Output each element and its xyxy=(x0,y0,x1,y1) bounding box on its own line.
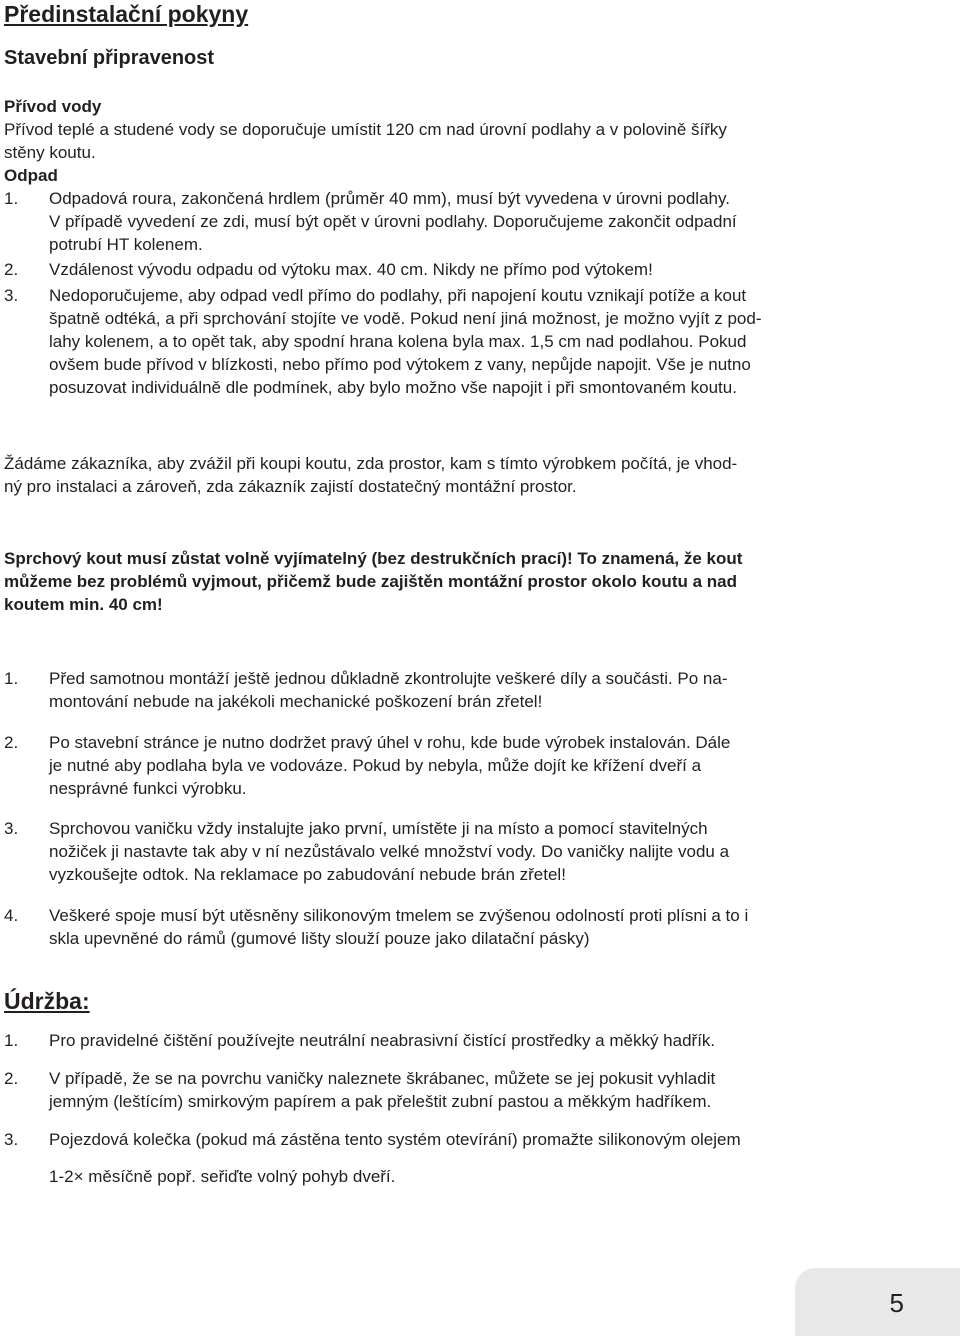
list-item xyxy=(4,1029,954,1052)
list-item xyxy=(4,731,954,800)
list-line: nesprávné funkci výrobku. xyxy=(49,779,247,798)
list-line: Sprchovou vaničku vždy instalujte jako první, umístěte ji na místo a pomocí stavitelných xyxy=(49,819,708,838)
warning-paragraph xyxy=(4,547,954,616)
warning-line: můžeme bez problémů vyjmout, přičemž bude zajištěn montážní prostor okolo koutu a nad xyxy=(4,572,737,591)
list-number: 2. xyxy=(4,260,19,279)
list-number: 1. xyxy=(4,189,19,208)
list-item xyxy=(4,258,954,281)
privod-text-line: stěny koutu. xyxy=(4,143,96,162)
list-line: špatně odtéká, a při sprchování stojíte ve vodě. Pokud není jiná možnost, je možno vyjít z pod- xyxy=(49,309,762,328)
warning-line: koutem min. 40 cm! xyxy=(4,595,163,614)
paragraph-line: ný pro instalaci a zároveň, zda zákazník zajistí dostatečný montážní prostor. xyxy=(4,477,577,496)
privod-heading: Přívod vody xyxy=(4,97,102,116)
list-number: 3. xyxy=(4,286,19,305)
paragraph-line: Žádáme zákazníka, aby zvážil při koupi koutu, zda prostor, kam s tímto výrobkem počítá, je vhod- xyxy=(4,454,738,473)
list-line: Po stavební stránce je nutno dodržet pravý úhel v rohu, kde bude výrobek instalován. Dále xyxy=(49,733,731,752)
list-item xyxy=(4,667,954,713)
list-line: Pro pravidelné čištění používejte neutrální neabrasivní čistící prostředky a měkký hadřík. xyxy=(49,1031,716,1050)
list-item xyxy=(4,284,954,399)
list-line: Odpadová roura, zakončená hrdlem (průměr 40 mm), musí být vyvedena v úrovni podlahy. xyxy=(49,189,730,208)
list-line: 1-2× měsíčně popř. seřiďte volný pohyb dveří. xyxy=(49,1167,396,1186)
list-item xyxy=(4,1067,954,1113)
list-line: Veškeré spoje musí být utěsněny silikonovým tmelem se zvýšenou odolností proti plísni a to i xyxy=(49,906,749,925)
list-line: Vzdálenost vývodu odpadu od výtoku max. 40 cm. Nikdy ne přímo pod výtokem! xyxy=(49,260,653,279)
list-line: nožiček ji nastavte tak aby v ní nezůstávalo velké množství vody. Do vaničky nalijte vodu a xyxy=(49,842,730,861)
list-number: 1. xyxy=(4,669,19,688)
privod-section xyxy=(4,95,954,164)
list-line: jemným (leštícím) smirkovým papírem a pak přeleštit zubní pastou a měkkým hadříkem. xyxy=(49,1092,712,1111)
odpad-section xyxy=(4,164,954,399)
warning-line: Sprchový kout musí zůstat volně vyjímatelný (bez destrukčních prací)! To znamená, že kout xyxy=(4,549,743,568)
list-item xyxy=(4,187,954,256)
page-title: Předinstalační pokyny xyxy=(4,1,249,27)
zadame-paragraph xyxy=(4,452,954,498)
list-line: Nedoporučujeme, aby odpad vedl přímo do podlahy, při napojení koutu vznikají potíže a kout xyxy=(49,286,747,305)
list-number: 2. xyxy=(4,1069,19,1088)
section-heading-stavebni: Stavební připravenost xyxy=(4,47,215,69)
list-number: 4. xyxy=(4,906,19,925)
list-number: 2. xyxy=(4,733,19,752)
udrzba-heading: Údržba: xyxy=(4,988,90,1014)
list-line: montování nebude na jakékoli mechanické poškození brán zřetel! xyxy=(49,692,543,711)
list-item xyxy=(4,817,954,886)
list-line: potrubí HT kolenem. xyxy=(49,235,203,254)
list-item xyxy=(4,1128,954,1188)
list-line: V případě vyvedení ze zdi, musí být opět v úrovni podlahy. Doporučujeme zakončit odpadní xyxy=(49,212,737,231)
odpad-heading: Odpad xyxy=(4,166,58,185)
list-line: V případě, že se na povrchu vaničky naleznete škrábanec, můžete se jej pokusit vyhladit xyxy=(49,1069,716,1088)
list-number: 3. xyxy=(4,1130,19,1149)
list-number: 1. xyxy=(4,1031,19,1050)
list-line: skla upevněné do rámů (gumové lišty slouží pouze jako dilatační pásky) xyxy=(49,929,590,948)
list-line: lahy kolenem, a to opět tak, aby spodní hrana kolena byla max. 1,5 cm nad podlahou. Pokud xyxy=(49,332,747,351)
list-line: Před samotnou montáží ještě jednou důkladně zkontrolujte veškeré díly a součásti. Po na- xyxy=(49,669,728,688)
list-number: 3. xyxy=(4,819,19,838)
list-line: vyzkoušejte odtok. Na reklamace po zabudování nebude brán zřetel! xyxy=(49,865,566,884)
list-item xyxy=(4,904,954,950)
list-line: Pojezdová kolečka (pokud má zástěna tento systém otevírání) promažte silikonovým olejem xyxy=(49,1130,741,1149)
privod-text-line: Přívod teplé a studené vody se doporučuje umístit 120 cm nad úrovní podlahy a v polovině šířky xyxy=(4,120,727,139)
page-number-box xyxy=(795,1268,960,1336)
page-number: 5 xyxy=(889,1288,904,1318)
list-line: je nutné aby podlaha byla ve vodováze. Pokud by nebyla, může dojít ke křížení dveří a xyxy=(49,756,702,775)
udrzba-list xyxy=(4,1029,954,1188)
list-line: ovšem bude přívod v blízkosti, nebo přímo pod výtokem z vany, nepůjde napojit. Vše je nutno xyxy=(49,355,751,374)
list-line: posuzovat individuálně dle podmínek, aby bylo možno vše napojit i při smontovaném koutu. xyxy=(49,378,737,397)
instructions-list xyxy=(4,667,954,950)
